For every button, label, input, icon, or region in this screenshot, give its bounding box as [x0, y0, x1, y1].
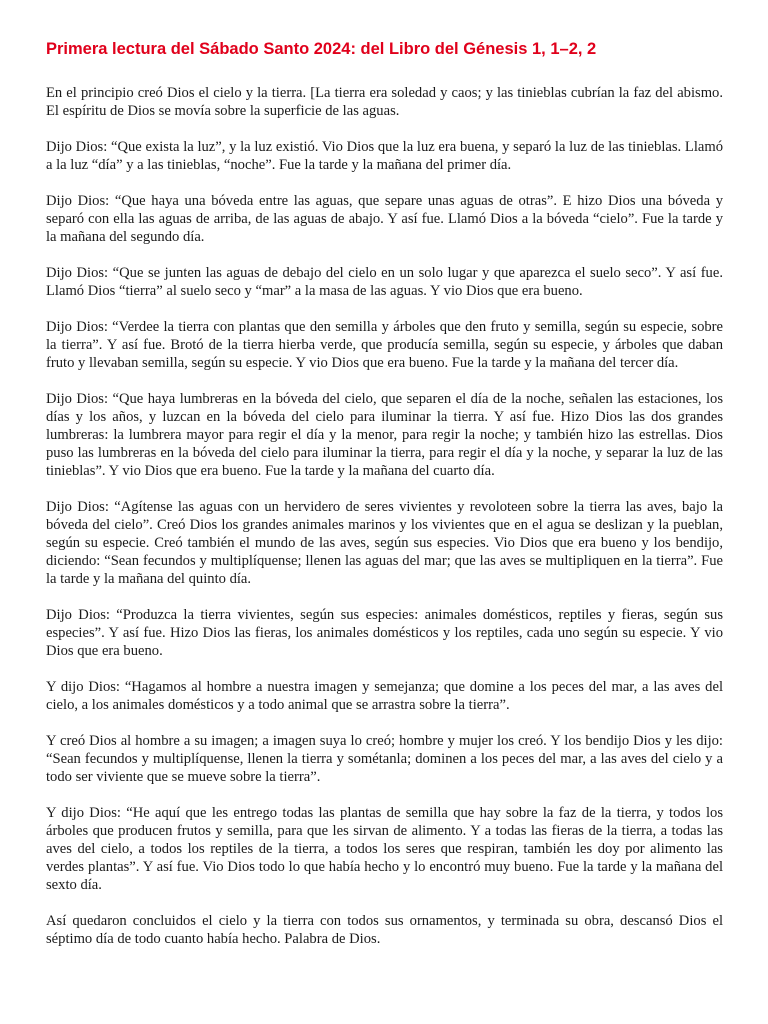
paragraph-1: En el principio creó Dios el cielo y la tierra. [La tierra era soledad y caos; y las tinieblas cubrían la faz del abismo. El espíritu de Dios se movía sobre la superficie de las aguas.	[46, 85, 723, 119]
paragraph-8: Dijo Dios: “Produzca la tierra vivientes, según sus especies: animales domésticos, reptiles y fieras, según sus especies”. Y así fue. Hizo Dios las fieras, los animales domésticos y los reptiles, cada uno según su especie. Y vio Dios que era bueno.	[46, 607, 723, 659]
paragraph-3: Dijo Dios: “Que haya una bóveda entre las aguas, que separe unas aguas de otras”. E hizo Dios una bóveda y separó con ella las aguas de arriba, de las aguas de abajo. Y así fue. Llamó Dios a la bóveda “cielo”. Fue la tarde y la mañana del segundo día.	[46, 193, 723, 245]
paragraph-7: Dijo Dios: “Agítense las aguas con un hervidero de seres vivientes y revoloteen sobre la tierra las aves, bajo la bóveda del cielo”. Creó Dios los grandes animales marinos y los vivientes que en el agua se deslizan y la pueblan, según su especie. Creó también el mundo de las aves, según sus especies. Vio Dios que era bueno y los bendijo, diciendo: “Sean fecundos y multiplíquense; llenen las aguas del mar; que las aves se multipliquen en la tierra”. Fue la tarde y la mañana del quinto día.	[46, 499, 723, 587]
paragraph-6: Dijo Dios: “Que haya lumbreras en la bóveda del cielo, que separen el día de la noche, señalen las estaciones, los días y los años, y luzcan en la bóveda del cielo para iluminar la tierra. Y así fue. Hizo Dios las dos grandes lumbreras: la lumbrera mayor para regir el día y la menor, para regir la noche; y también hizo las estrellas. Dios puso las lumbreras en la bóveda del cielo para iluminar la tierra, para regir el día y la noche, y separar la luz de las tinieblas”. Y vio Dios que era bueno. Fue la tarde y la mañana del cuarto día.	[46, 391, 723, 479]
document-body	[46, 84, 723, 966]
paragraph-5: Dijo Dios: “Verdee la tierra con plantas que den semilla y árboles que den fruto y semilla, según su especie, sobre la tierra”. Y así fue. Brotó de la tierra hierba verde, que producía semilla, según su especie, y árboles que daban fruto y llevaban semilla, según su especie. Y vio Dios que era bueno. Fue la tarde y la mañana del tercer día.	[46, 319, 723, 371]
paragraph-2: Dijo Dios: “Que exista la luz”, y la luz existió. Vio Dios que la luz era buena, y separó la luz de las tinieblas. Llamó a la luz “día” y a las tinieblas, “noche”. Fue la tarde y la mañana del primer día.	[46, 139, 723, 173]
paragraph-4: Dijo Dios: “Que se junten las aguas de debajo del cielo en un solo lugar y que aparezca el suelo seco”. Y así fue. Llamó Dios “tierra” al suelo seco y “mar” a la masa de las aguas. Y vio Dios que era bueno.	[46, 265, 723, 299]
paragraph-12: Así quedaron concluidos el cielo y la tierra con todos sus ornamentos, y terminada su obra, descansó Dios el séptimo día de todo cuanto había hecho. Palabra de Dios.	[46, 913, 723, 947]
document-title: Primera lectura del Sábado Santo 2024: del Libro del Génesis 1, 1–2, 2	[46, 40, 597, 58]
paragraph-11: Y dijo Dios: “He aquí que les entrego todas las plantas de semilla que hay sobre la faz de la tierra, y todos los árboles que producen frutos y semilla, para que les sirvan de alimento. Y a todas las fieras de la tierra, a todas las aves del cielo, a todos los reptiles de la tierra, a todos los seres que respiran, también les doy por alimento las verdes plantas”. Y así fue. Vio Dios todo lo que había hecho y lo encontró muy bueno. Fue la tarde y la mañana del sexto día.	[46, 805, 723, 893]
paragraph-9: Y dijo Dios: “Hagamos al hombre a nuestra imagen y semejanza; que domine a los peces del mar, a las aves del cielo, a los animales domésticos y a todo animal que se arrastra sobre la tierra”.	[46, 679, 723, 713]
paragraph-10: Y creó Dios al hombre a su imagen; a imagen suya lo creó; hombre y mujer los creó. Y los bendijo Dios y les dijo: “Sean fecundos y multiplíquense, llenen la tierra y sométanla; dominen a los peces del mar, a las aves del cielo y a todo ser viviente que se mueve sobre la tierra”.	[46, 733, 723, 785]
